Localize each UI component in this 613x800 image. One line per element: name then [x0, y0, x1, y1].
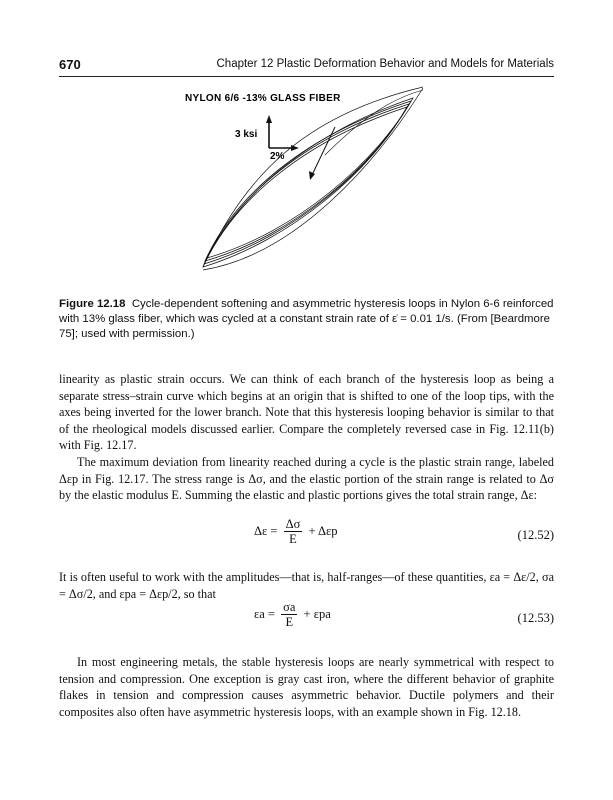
eq1-denominator: E — [289, 532, 297, 546]
hysteresis-loop-3 — [203, 107, 407, 267]
figure-caption — [59, 297, 554, 342]
eq1-numerator: Δσ — [285, 517, 301, 531]
eq2-number: (12.53) — [517, 611, 554, 625]
page-number: 670 — [59, 57, 81, 72]
header-rule — [59, 76, 554, 77]
stress-scale-label: 3 ksi — [235, 129, 258, 140]
paragraph-3: It is often useful to work with the amplitudes—that is, half-ranges—of these quantities, εa = Δε/2, σa = Δσ/2, and εpa = Δεp/2, so that — [59, 570, 554, 601]
eq1-rhs: + Δεp — [308, 524, 338, 538]
page-header — [59, 57, 554, 77]
eq1-lhs: Δε = — [254, 524, 278, 538]
cycle-direction-line — [312, 127, 335, 175]
running-head: Chapter 12 Plastic Deformation Behavior and Models for Materials — [216, 58, 554, 70]
loop-envelope-lower — [203, 88, 423, 270]
paragraph-2: The maximum deviation from linearity reached during a cycle is the plastic strain range, labeled Δεp in Fig. 12.17. The stress range is Δσ, and the elastic portion of the strain range is related to Δσ by the elastic modulus E. Summing the elastic and plastic portions gives the total strain range, Δε: — [59, 455, 554, 503]
eq2-rhs: + εpa — [303, 607, 331, 621]
equation-12-52 — [59, 517, 554, 553]
eq2-lhs: εa = — [254, 607, 275, 621]
loop-envelope-upper — [203, 87, 423, 267]
strain-scale-label: 2% — [270, 151, 285, 162]
strain-scale-arrow — [291, 145, 299, 151]
equation-12-53 — [59, 600, 554, 636]
eq1-number: (12.52) — [517, 528, 554, 542]
paragraph-1: linearity as plastic strain occurs. We can think of each branch of the hysteresis loop as being a separate stress–strain curve which begins at an origin that is shifted to one of the loop tips, with the axes being inverted for the lower branch. Note that this hysteresis looping behavior is similar to that of the rheological models discussed earlier. Compare the completely reversed case in Fig. 12.11(b) with Fig. 12.17. — [59, 372, 554, 453]
hysteresis-loop-2 — [204, 104, 409, 264]
figure-title: NYLON 6/6 -13% GLASS FIBER — [185, 93, 341, 104]
hysteresis-loop-1 — [205, 101, 411, 261]
caption-label: Figure 12.18 — [59, 298, 126, 310]
stress-scale-arrow — [266, 115, 272, 123]
eq2-denominator: E — [285, 615, 294, 629]
eq2-numerator: σa — [283, 600, 296, 614]
caption-text: Cycle-dependent softening and asymmetric hysteresis loops in Nylon 6-6 reinforced with 13% glass fiber, which was cycled at a constant strain rate of ε̇ = 0.01 1/s. (From [Beardmore 75]; used with permission.) — [59, 298, 554, 340]
hysteresis-plot — [185, 85, 445, 285]
cycle-direction-arrow — [309, 171, 315, 180]
hysteresis-figure — [185, 85, 445, 285]
paragraph-4: In most engineering metals, the stable hysteresis loops are nearly symmetrical with respect to tension and compression. One exception is gray cast iron, where the different behavior of graphite flakes in tension and compression causes asymmetric behavior. Ductile polymers and their composites also often have asymmetric hysteresis loops, with an example shown in Fig. 12.18. — [59, 655, 554, 719]
